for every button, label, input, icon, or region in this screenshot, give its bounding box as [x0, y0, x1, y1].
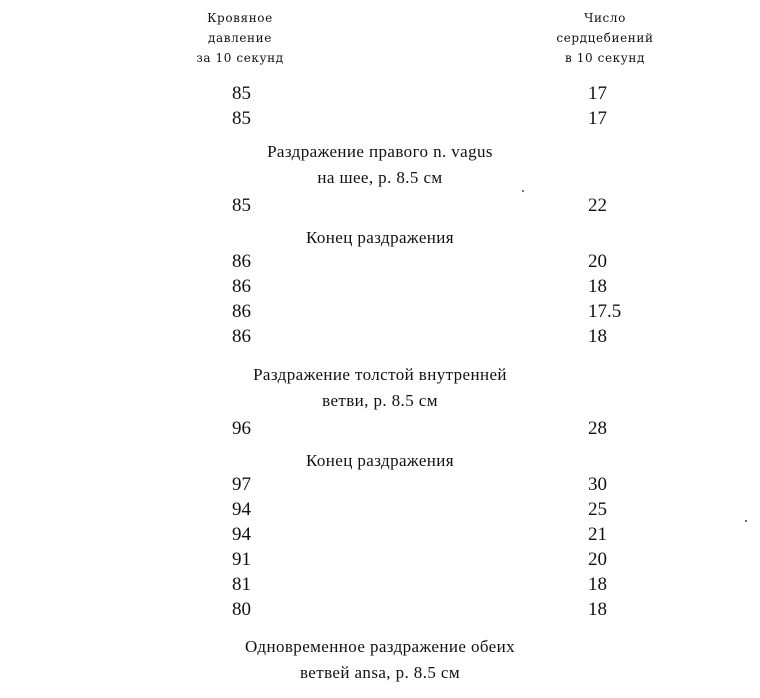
- blood-pressure-value: 91: [232, 549, 251, 570]
- heart-rate-value: 17: [588, 83, 607, 104]
- blood-pressure-value: 80: [232, 599, 251, 620]
- table-row: [0, 472, 760, 498]
- table-row: [0, 416, 760, 442]
- scan-speck: [522, 190, 524, 192]
- heart-rate-value: 18: [588, 326, 607, 347]
- table-row: [0, 81, 760, 107]
- column-header-line: сердцебиений: [556, 31, 654, 45]
- note-line: на шее, р. 8.5 см: [317, 168, 443, 187]
- table-row: [0, 522, 760, 548]
- blood-pressure-value: 86: [232, 326, 251, 347]
- note-line: Одновременное раздражение обеих: [244, 637, 516, 656]
- heart-rate-value: 30: [588, 474, 607, 495]
- note-line: ветвей ansa, р. 8.5 см: [299, 663, 461, 682]
- blood-pressure-value: 96: [232, 418, 251, 439]
- blood-pressure-value: 94: [232, 524, 251, 545]
- column-header-line: за 10 секунд: [196, 51, 284, 65]
- column-header-line: Кровяное: [207, 11, 273, 25]
- column-header-heart-rate: [520, 8, 690, 68]
- heart-rate-value: 17: [588, 108, 607, 129]
- table-row: [0, 324, 760, 350]
- blood-pressure-value: 86: [232, 276, 251, 297]
- stimulation-note: [0, 362, 760, 414]
- heart-rate-value: 20: [588, 549, 607, 570]
- table-row: [0, 572, 760, 598]
- table-row: [0, 274, 760, 300]
- heart-rate-value: 20: [588, 251, 607, 272]
- blood-pressure-value: 86: [232, 251, 251, 272]
- stimulation-end-note: [0, 448, 760, 474]
- table-row: [0, 299, 760, 325]
- blood-pressure-value: 97: [232, 474, 251, 495]
- heart-rate-value: 22: [588, 195, 607, 216]
- note-line: ветви, р. 8.5 см: [322, 391, 438, 410]
- heart-rate-value: 28: [588, 418, 607, 439]
- heart-rate-value: 21: [588, 524, 607, 545]
- column-header-blood-pressure: [155, 8, 325, 68]
- note-line: Конец раздражения: [305, 228, 454, 247]
- note-line: Конец раздражения: [305, 451, 454, 470]
- heart-rate-value: 17.5: [588, 301, 622, 322]
- blood-pressure-value: 85: [232, 83, 251, 104]
- table-row: [0, 106, 760, 132]
- stimulation-note: [0, 634, 760, 686]
- blood-pressure-value: 85: [232, 108, 251, 129]
- table-row: [0, 547, 760, 573]
- table-row: [0, 597, 760, 623]
- table-row: [0, 249, 760, 275]
- heart-rate-value: 18: [588, 574, 607, 595]
- note-line: Раздражение толстой внутренней: [253, 365, 507, 384]
- table-row: [0, 193, 760, 219]
- column-header-line: давление: [208, 31, 272, 45]
- heart-rate-value: 18: [588, 599, 607, 620]
- stimulation-end-note: [0, 225, 760, 251]
- note-line: Раздражение правого n. vagus: [267, 142, 493, 161]
- heart-rate-value: 25: [588, 499, 607, 520]
- heart-rate-value: 18: [588, 276, 607, 297]
- blood-pressure-value: 86: [232, 301, 251, 322]
- table-row: [0, 497, 760, 523]
- scan-speck: [745, 520, 747, 522]
- column-header-line: в 10 секунд: [564, 51, 646, 65]
- stimulation-note: [0, 139, 760, 191]
- column-header-line: Число: [584, 11, 626, 25]
- blood-pressure-value: 94: [232, 499, 251, 520]
- blood-pressure-value: 85: [232, 195, 251, 216]
- blood-pressure-value: 81: [232, 574, 251, 595]
